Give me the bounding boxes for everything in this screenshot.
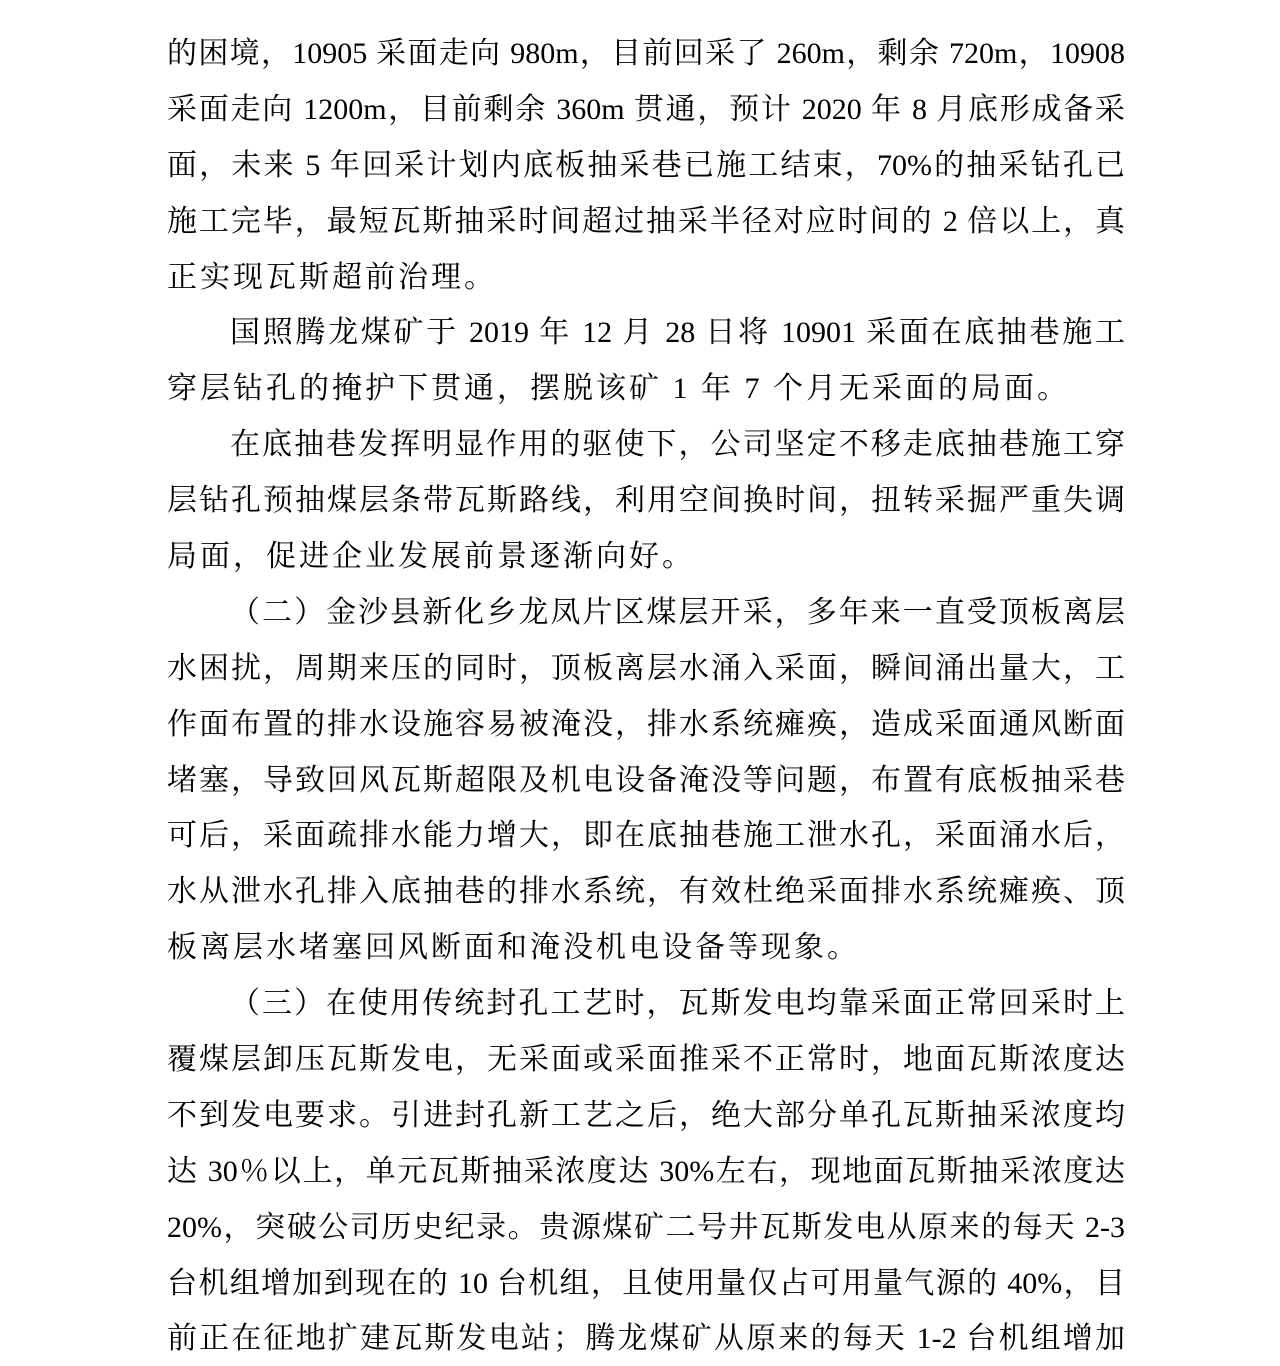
text-line: 施工完毕，最短瓦斯抽采时间超过抽采半径对应时间的 2 倍以上，真: [167, 204, 1125, 238]
text-line: 达 30％以上，单元瓦斯抽采浓度达 30%左右，现地面瓦斯抽采浓度达: [167, 1154, 1125, 1188]
text-line: 板离层水堵塞回风断面和淹没机电设备等现象。: [167, 931, 860, 965]
text-line: 层钻孔预抽煤层条带瓦斯路线，利用空间换时间，扭转采掘严重失调: [167, 484, 1125, 518]
text-line: 不到发电要求。引进封孔新工艺之后，绝大部分单孔瓦斯抽采浓度均: [167, 1098, 1125, 1132]
text-line: 穿层钻孔的掩护下贯通，摆脱该矿 1 年 7 个月无采面的局面。: [167, 372, 1070, 406]
text-line: （三）在使用传统封孔工艺时，瓦斯发电均靠采面正常回采时上: [230, 987, 1125, 1021]
text-line: （二）金沙县新化乡龙凤片区煤层开采，多年来一直受顶板离层: [230, 595, 1125, 629]
document-body: [167, 26, 1125, 1366]
text-line: 水困扰，周期来压的同时，顶板离层水涌入采面，瞬间涌出量大，工: [167, 651, 1125, 685]
text-line: 20%，突破公司历史纪录。贵源煤矿二号井瓦斯发电从原来的每天 2-3: [167, 1210, 1125, 1244]
text-line: 正实现瓦斯超前治理。: [167, 260, 497, 294]
text-line: 局面，促进企业发展前景逐渐向好。: [167, 540, 695, 574]
text-line: 堵塞，导致回风瓦斯超限及机电设备淹没等问题，布置有底板抽采巷: [167, 763, 1125, 797]
text-line: 面，未来 5 年回采计划内底板抽采巷已施工结束，70%的抽采钻孔已: [167, 148, 1125, 182]
text-line: 水从泄水孔排入底抽巷的排水系统，有效杜绝采面排水系统瘫痪、顶: [167, 875, 1125, 909]
text-line: 可后，采面疏排水能力增大，即在底抽巷施工泄水孔，采面涌水后，: [167, 819, 1125, 853]
text-line: 作面布置的排水设施容易被淹没，排水系统瘫痪，造成采面通风断面: [167, 707, 1125, 741]
text-line: 的困境，10905 采面走向 980m，目前回采了 260m，剩余 720m，10908: [167, 37, 1125, 70]
text-line: 国照腾龙煤矿于 2019 年 12 月 28 日将 10901 采面在底抽巷施工: [230, 316, 1125, 350]
text-line: 在底抽巷发挥明显作用的驱使下，公司坚定不移走底抽巷施工穿: [230, 428, 1125, 462]
text-line: 台机组增加到现在的 10 台机组，且使用量仅占可用量气源的 40%，目: [167, 1266, 1125, 1300]
text-line: 覆煤层卸压瓦斯发电，无采面或采面推采不正常时，地面瓦斯浓度达: [167, 1043, 1125, 1077]
text-line: 采面走向 1200m，目前剩余 360m 贯通，预计 2020 年 8 月底形成备采: [167, 92, 1125, 126]
text-line: 前正在征地扩建瓦斯发电站；腾龙煤矿从原来的每天 1-2 台机组增加: [167, 1322, 1125, 1356]
